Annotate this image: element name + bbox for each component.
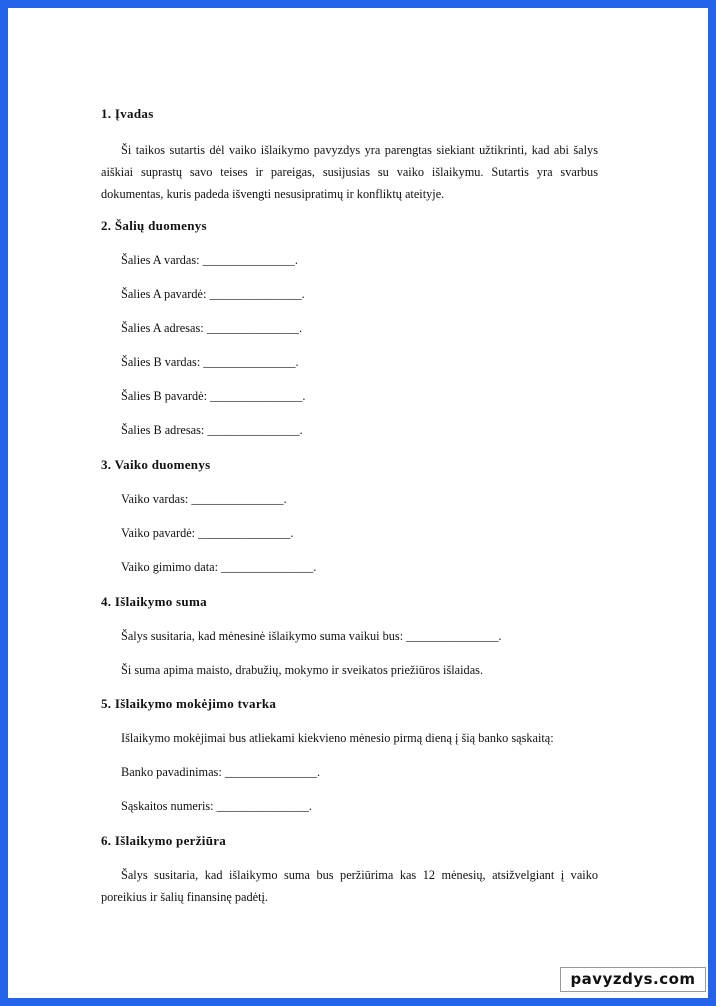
section-heading: 6. Išlaikymo peržiūra <box>101 833 227 848</box>
section-payment <box>101 695 598 817</box>
field-line: Šalies A pavardė: _______________. <box>121 287 305 301</box>
watermark-badge: pavyzdys.com <box>560 967 706 992</box>
field-line: Vaiko gimimo data: _______________. <box>121 560 317 574</box>
section-paragraph: Ši taikos sutartis dėl vaiko išlaikymo pavyzdys yra parengtas siekiant užtikrinti, kad abi šalys aiškiai suprastų savo teises ir pareigas, susijusias su vaiko išlaikymu. Sutartis yra svarbus dokumentas, kuris padeda išvengti nesusipratimų ir konfliktų ateityje. <box>101 143 598 201</box>
field-line: Šalies A adresas: _______________. <box>121 321 303 335</box>
field-line: Vaiko vardas: _______________. <box>121 492 287 506</box>
field-line: Šalies B vardas: _______________. <box>121 355 299 369</box>
field-line: Ši suma apima maisto, drabužių, mokymo ir sveikatos priežiūros išlaidas. <box>121 663 484 677</box>
field-line: Banko pavadinimas: _______________. <box>121 765 321 779</box>
section-child <box>101 456 598 578</box>
section-heading: 2. Šalių duomenys <box>101 218 207 233</box>
section-parties <box>101 217 598 441</box>
field-line: Šalys susitaria, kad mėnesinė išlaikymo suma vaikui bus: _______________. <box>121 629 502 643</box>
section-introduction <box>101 105 598 205</box>
field-line: Šalies B pavardė: _______________. <box>121 389 306 403</box>
section-heading: 3. Vaiko duomenys <box>101 457 211 472</box>
section-paragraph: Šalys susitaria, kad išlaikymo suma bus peržiūrima kas 12 mėnesių, atsižvelgiant į vaiko poreikius ir šalių finansinę padėtį. <box>101 868 598 904</box>
field-line: Sąskaitos numeris: _______________. <box>121 799 312 813</box>
section-heading: 5. Išlaikymo mokėjimo tvarka <box>101 696 277 711</box>
field-line: Šalies B adresas: _______________. <box>121 423 303 437</box>
field-line: Šalies A vardas: _______________. <box>121 253 298 267</box>
section-heading: 1. Įvadas <box>101 106 154 121</box>
field-line: Vaiko pavardė: _______________. <box>121 526 294 540</box>
section-review <box>101 832 598 908</box>
section-heading: 4. Išlaikymo suma <box>101 594 207 609</box>
section-amount <box>101 593 598 681</box>
field-line: Išlaikymo mokėjimai bus atliekami kiekvieno mėnesio pirmą dieną į šią banko sąskaitą: <box>121 731 554 745</box>
